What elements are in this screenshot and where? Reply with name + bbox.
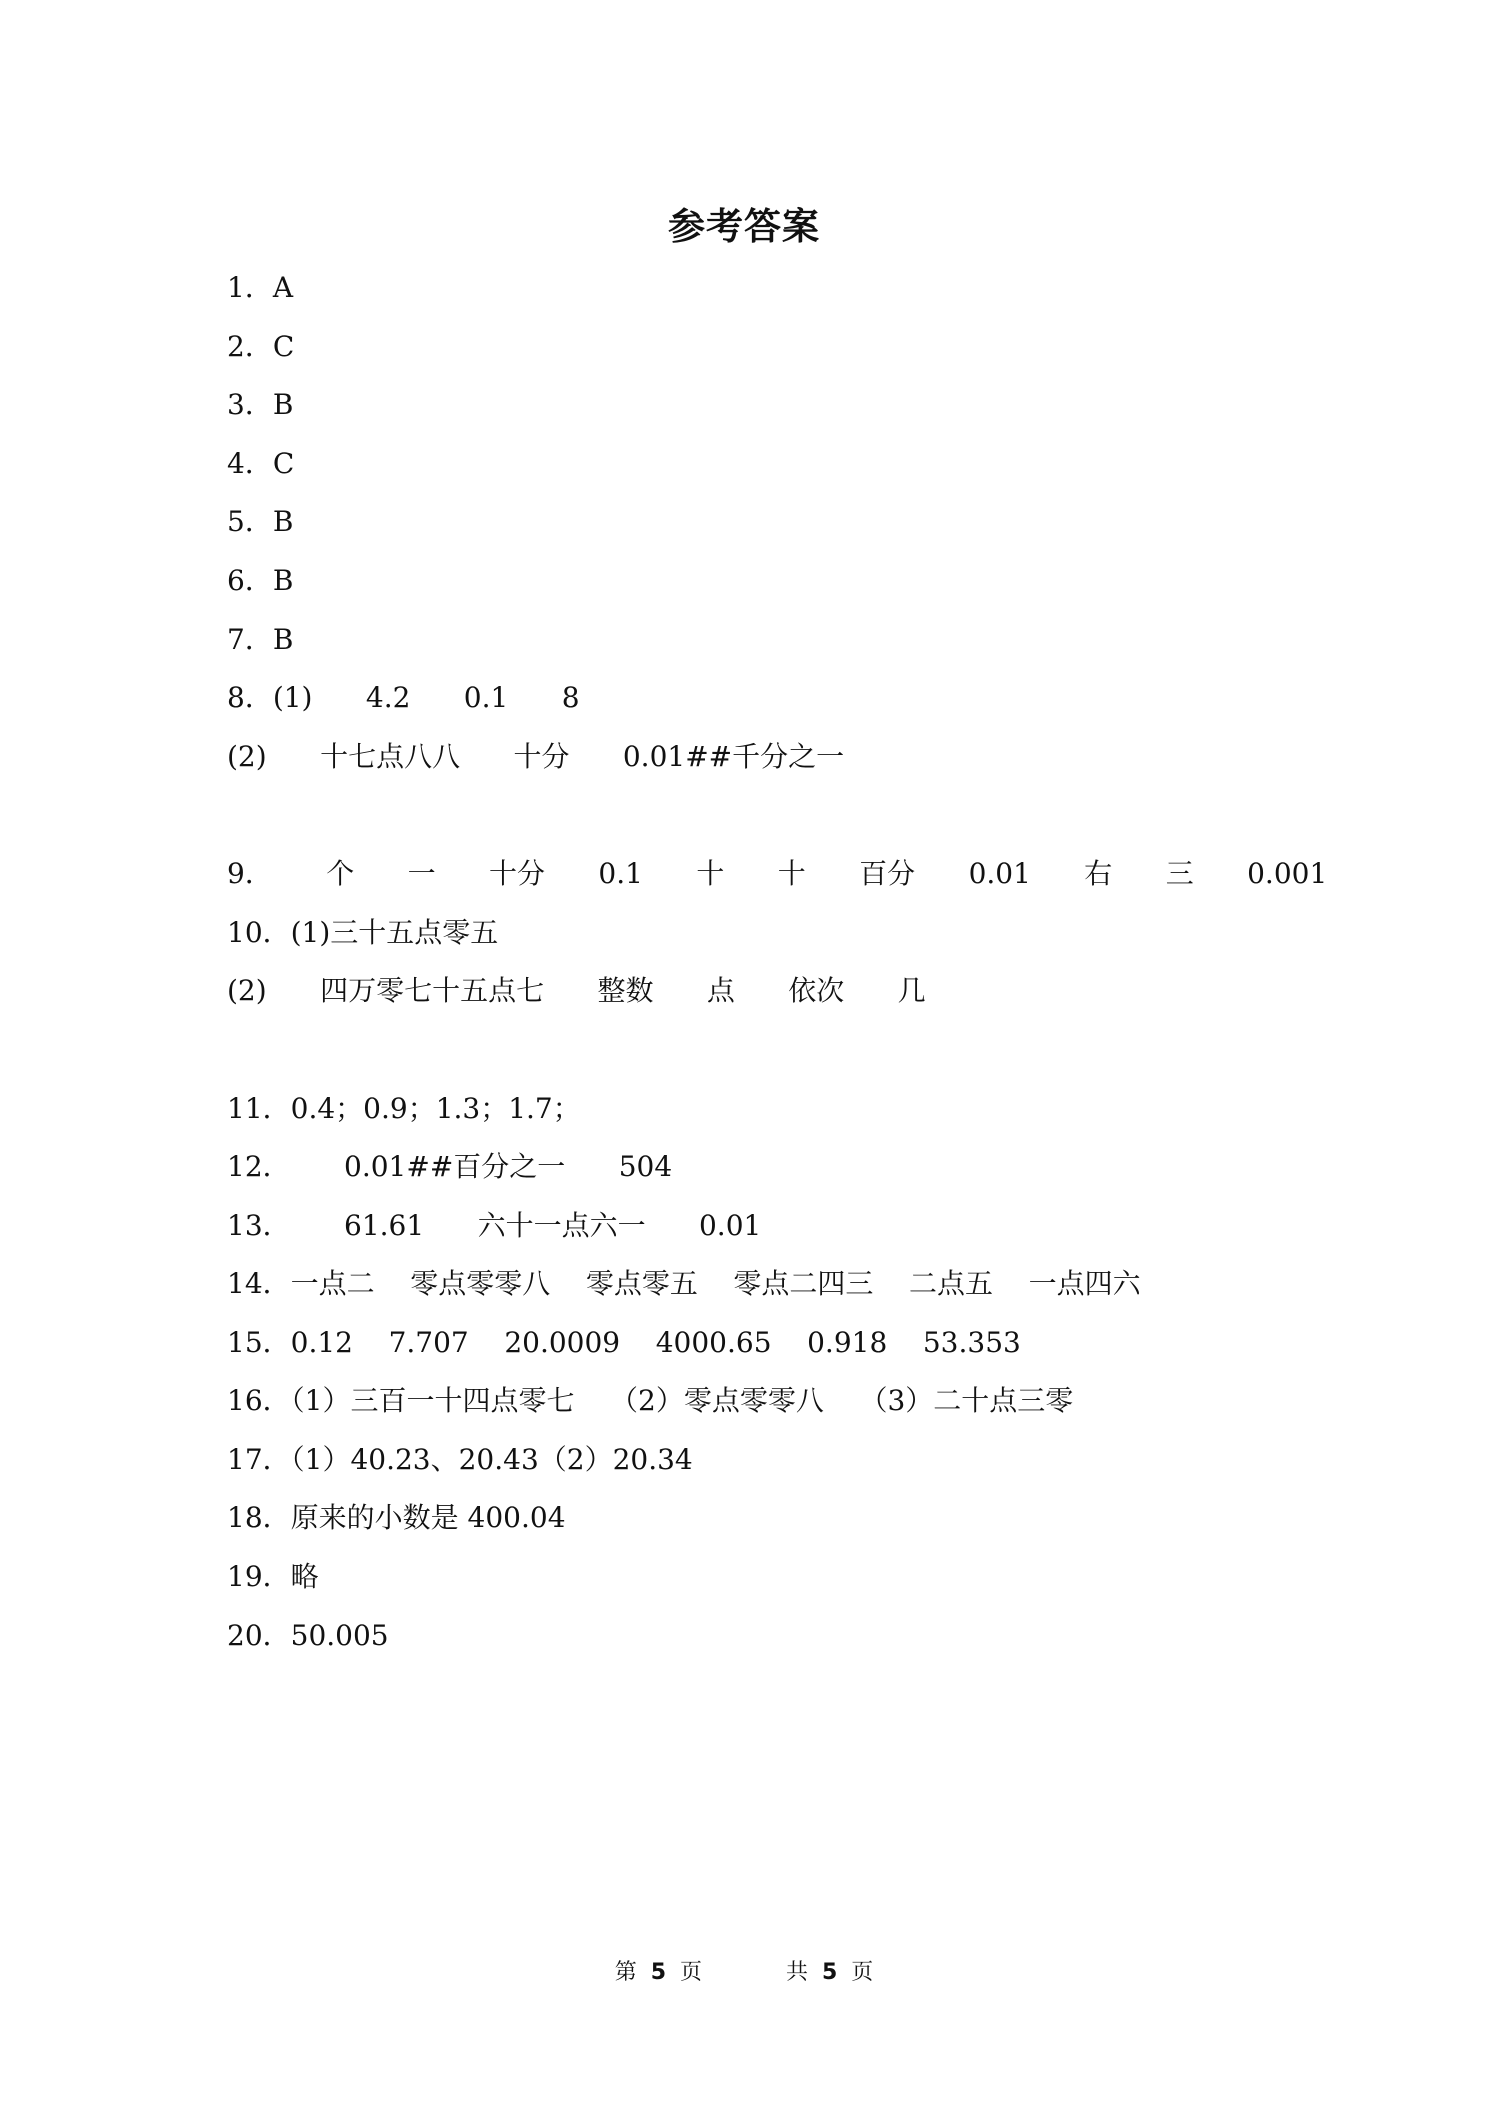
answer-11: 11．0.4；0.9；1.3；1.7； [227, 1092, 581, 1125]
footer-current-page: 5 [650, 1960, 667, 1985]
answer-10-part-1: 10．(1)三十五点零五 [227, 916, 499, 949]
answer-20: 20．50.005 [227, 1619, 389, 1652]
answer-7: 7．B [227, 623, 294, 656]
answer-8-part-1: 8．(1) 4.2 0.1 8 [227, 681, 580, 714]
footer-total-page-word: 页 [851, 1960, 874, 1985]
answer-15: 15．0.12 7.707 20.0009 4000.65 0.918 53.353 [227, 1326, 1021, 1359]
answer-4: 4．C [227, 447, 295, 480]
answer-2: 2．C [227, 330, 295, 363]
answer-18: 18．原来的小数是 400.04 [227, 1501, 566, 1534]
answer-9: 9． 个 一 十分 0.1 十 十 百分 0.01 右 三 0.001 [227, 857, 1328, 890]
footer-total-pages: 5 [821, 1960, 838, 1985]
answer-5: 5．B [227, 505, 294, 538]
answer-14: 14．一点二 零点零零八 零点零五 零点二四三 二点五 一点四六 [227, 1267, 1141, 1300]
answer-3: 3．B [227, 388, 294, 421]
answer-1: 1．A [227, 271, 294, 304]
answer-19: 19．略 [227, 1560, 319, 1593]
answer-8-part-2: (2) 十七点八八 十分 0.01##千分之一 [227, 740, 845, 773]
footer-total-prefix: 共 [785, 1960, 808, 1985]
page-footer [0, 1955, 1488, 1986]
answer-17: 17．（1）40.23、20.43（2）20.34 [227, 1443, 693, 1476]
answer-13: 13． 61.61 六十一点六一 0.01 [227, 1209, 762, 1242]
answer-12: 12． 0.01##百分之一 504 [227, 1150, 673, 1183]
answer-10-part-2: (2) 四万零七十五点七 整数 点 依次 几 [227, 974, 926, 1007]
footer-page-prefix: 第 [614, 1960, 637, 1985]
page-title: 参考答案 [668, 205, 820, 248]
answer-16: 16．（1）三百一十四点零七 （2）零点零零八 （3）二十点三零 [227, 1384, 1074, 1417]
footer-page-word: 页 [680, 1960, 703, 1985]
answer-6: 6．B [227, 564, 294, 597]
